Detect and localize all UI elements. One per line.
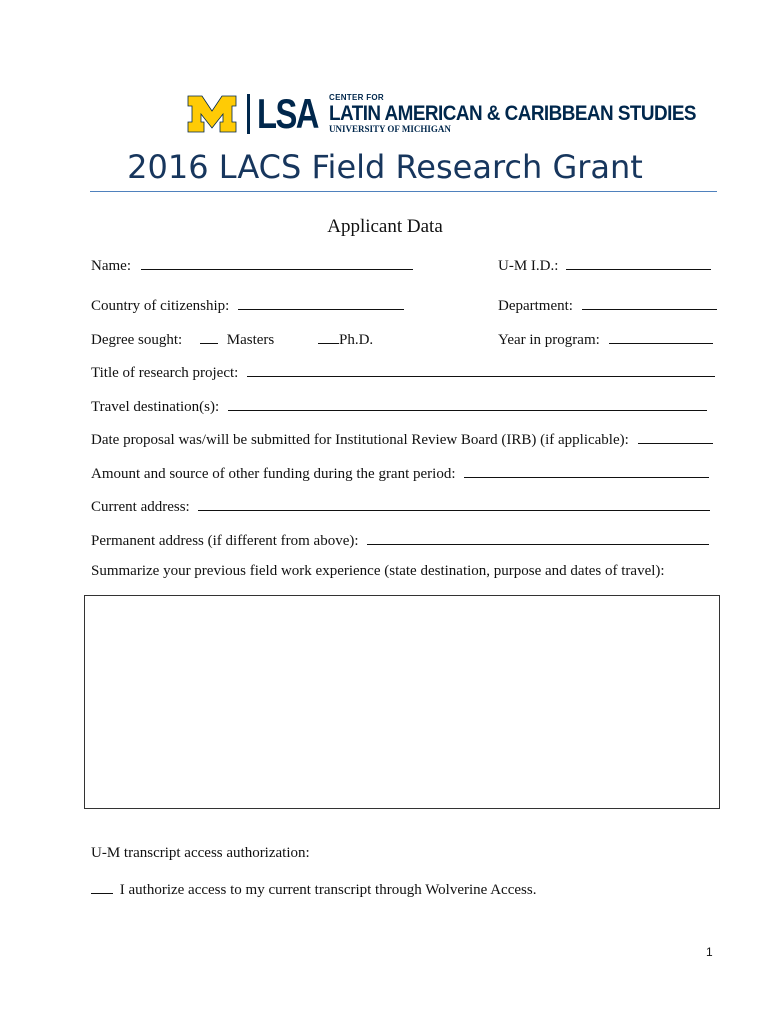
- funding-label: Amount and source of other funding during the grant period:: [91, 466, 456, 482]
- degree-label: Degree sought:: [91, 332, 183, 348]
- irb-blank[interactable]: [638, 429, 713, 444]
- project-title-blank[interactable]: [247, 362, 715, 377]
- irb-row: [91, 429, 713, 449]
- name-label: Name:: [91, 258, 131, 274]
- permanent-address-row: [91, 530, 709, 550]
- country-label: Country of citizenship:: [91, 298, 230, 314]
- current-address-label: Current address:: [91, 499, 190, 515]
- umid-row: [498, 255, 711, 275]
- current-address-row: [91, 496, 710, 516]
- field-experience-textbox[interactable]: [84, 595, 720, 809]
- current-address-blank[interactable]: [198, 496, 710, 511]
- irb-label: Date proposal was/will be submitted for Institutional Review Board (IRB) (if applicable):: [91, 432, 629, 448]
- project-title-row: [91, 362, 715, 382]
- funding-row: [91, 463, 709, 483]
- logo-lsa: LSA: [257, 90, 318, 137]
- department-row: [498, 295, 717, 315]
- phd-checkbox-blank[interactable]: [318, 329, 339, 344]
- logo-divider: [247, 94, 250, 134]
- degree-row: [91, 329, 274, 349]
- name-row: [91, 255, 413, 275]
- summary-prompt: Summarize your previous field work experience (state destination, purpose and dates of travel):: [91, 563, 665, 579]
- year-row: [498, 329, 713, 349]
- permanent-address-label: Permanent address (if different from above):: [91, 533, 359, 549]
- umid-label: U-M I.D.:: [498, 258, 559, 274]
- funding-blank[interactable]: [464, 463, 709, 478]
- page-number: 1: [706, 945, 713, 959]
- permanent-address-blank[interactable]: [367, 530, 709, 545]
- page-title: 2016 LACS Field Research Grant: [127, 148, 643, 186]
- lacs-logo: [186, 92, 737, 136]
- masters-checkbox-blank[interactable]: [200, 329, 218, 344]
- transcript-authorize-row: [91, 879, 536, 899]
- travel-row: [91, 396, 707, 416]
- phd-option: [318, 329, 373, 349]
- country-blank[interactable]: [238, 295, 404, 310]
- country-row: [91, 295, 404, 315]
- phd-label: Ph.D.: [339, 332, 374, 348]
- title-rule: [90, 191, 717, 192]
- project-title-label: Title of research project:: [91, 365, 239, 381]
- transcript-authorize-blank[interactable]: [91, 879, 113, 894]
- block-m-logo-icon: [186, 94, 238, 134]
- year-blank[interactable]: [609, 329, 713, 344]
- logo-text: [329, 94, 737, 134]
- department-blank[interactable]: [582, 295, 717, 310]
- logo-center-name: LATIN AMERICAN & CARIBBEAN STUDIES: [329, 102, 696, 125]
- travel-blank[interactable]: [228, 396, 707, 411]
- masters-label: Masters: [226, 332, 275, 348]
- name-blank[interactable]: [141, 255, 413, 270]
- logo-university: UNIVERSITY OF MICHIGAN: [329, 124, 451, 134]
- department-label: Department:: [498, 298, 573, 314]
- transcript-authorize-label: I authorize access to my current transcript through Wolverine Access.: [119, 882, 537, 898]
- transcript-heading: U-M transcript access authorization:: [91, 845, 310, 861]
- section-heading: Applicant Data: [327, 216, 443, 237]
- year-label: Year in program:: [498, 332, 600, 348]
- logo-center-for: CENTER FOR: [329, 93, 384, 102]
- umid-blank[interactable]: [566, 255, 711, 270]
- travel-label: Travel destination(s):: [91, 399, 220, 415]
